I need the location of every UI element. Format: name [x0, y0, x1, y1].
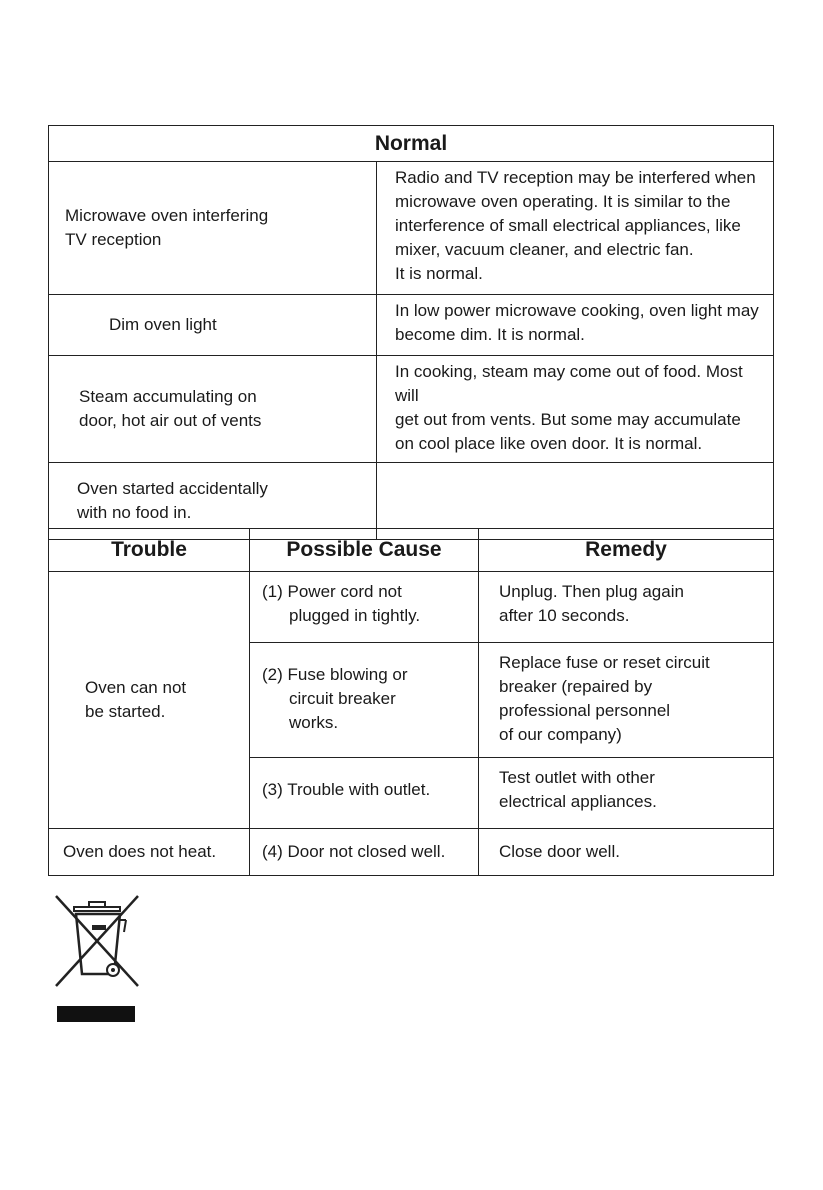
header-possible-cause: Possible Cause — [250, 529, 479, 572]
cause-cell: (2) Fuse blowing or circuit breaker works. — [250, 643, 479, 758]
trouble-cell: Oven can not be started. — [49, 572, 250, 829]
table-row — [49, 829, 774, 876]
header-trouble: Trouble — [49, 529, 250, 572]
symptom-cell: Steam accumulating on door, hot air out of vents — [49, 356, 377, 463]
symptom-cell: Microwave oven interfering TV reception — [49, 162, 377, 295]
symptom-cell: Dim oven light — [49, 295, 377, 356]
crossed-out-wheelie-bin-icon — [52, 892, 142, 1024]
table-row — [49, 572, 774, 643]
trouble-cell: Oven does not heat. — [49, 829, 250, 876]
table-row — [49, 356, 774, 463]
remedy-cell: Test outlet with other electrical appliances. — [479, 758, 774, 829]
remedy-cell: Close door well. — [479, 829, 774, 876]
header-remedy: Remedy — [479, 529, 774, 572]
table-row — [49, 162, 774, 295]
explanation-cell: In low power microwave cooking, oven light may become dim. It is normal. — [377, 295, 774, 356]
explanation-cell: In cooking, steam may come out of food. Most will get out from vents. But some may accumulate on cool place like oven door. It is normal. — [377, 356, 774, 463]
troubleshooting-table — [48, 528, 774, 876]
cause-cell: (4) Door not closed well. — [250, 829, 479, 876]
symptom-cell: Oven started accidentally with no food in. — [49, 463, 377, 540]
cause-cell: (1) Power cord not plugged in tightly. — [250, 572, 479, 643]
normal-title: Normal — [49, 126, 774, 162]
table-row — [49, 295, 774, 356]
remedy-cell: Replace fuse or reset circuit breaker (repaired by professional personnel of our company) — [479, 643, 774, 758]
explanation-cell: Radio and TV reception may be interfered when microwave oven operating. It is similar to the interference of small electrical appliances, like mixer, vacuum cleaner, and electric fan. It is normal. — [377, 162, 774, 295]
normal-table — [48, 125, 774, 540]
cause-cell: (3) Trouble with outlet. — [250, 758, 479, 829]
remedy-cell: Unplug. Then plug again after 10 seconds. — [479, 572, 774, 643]
